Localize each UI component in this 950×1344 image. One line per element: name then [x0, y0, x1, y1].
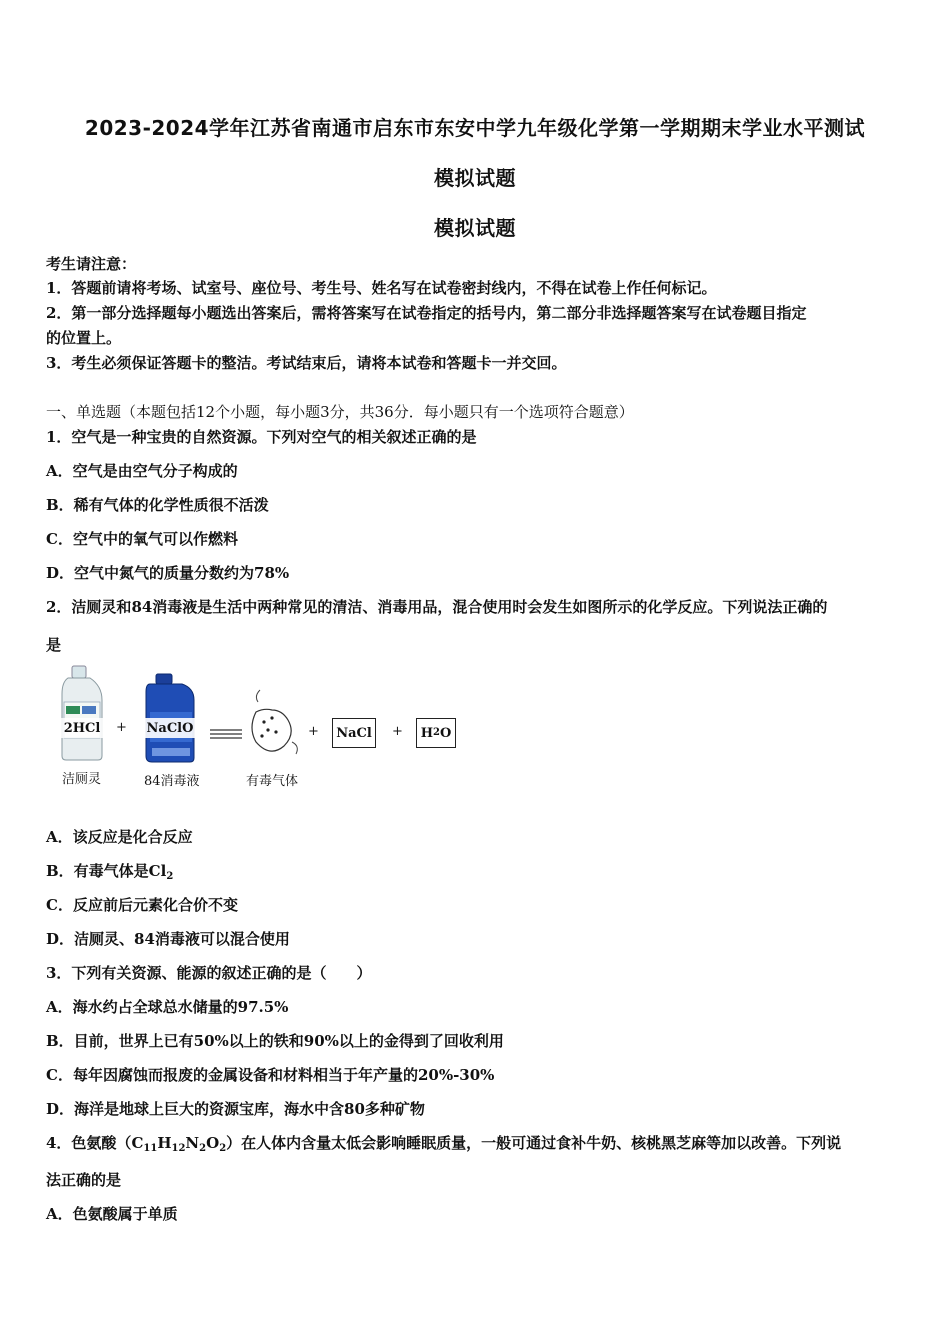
- page-subtitle-repeat: 模拟试题: [434, 216, 516, 240]
- reaction-figure: [50, 662, 470, 792]
- q4-option-a: A．色氨酸属于单质: [46, 1205, 178, 1223]
- notice-item-1: 1．答题前请将考场、试室号、座位号、考生号、姓名写在试卷密封线内，不得在试卷上作任何标记。: [46, 279, 717, 297]
- gas-label: 有毒气体: [246, 774, 299, 789]
- bottle1-label: 洁厕灵: [62, 772, 102, 787]
- q3-option-b: B．目前，世界上已有50%以上的铁和90%以上的金得到了回收利用: [46, 1032, 504, 1050]
- q3-option-a: A．海水约占全球总水储量的97.5%: [46, 998, 289, 1016]
- toilet-cleaner-bottle-icon: [58, 664, 106, 762]
- q2-option-a: A．该反应是化合反应: [46, 828, 193, 846]
- q1-stem: 1．空气是一种宝贵的自然资源。下列对空气的相关叙述正确的是: [46, 428, 477, 446]
- notice-item-3: 3．考生必须保证答题卡的整洁。考试结束后，请将本试卷和答题卡一并交回。: [46, 354, 567, 372]
- q1-option-a: A．空气是由空气分子构成的: [46, 462, 238, 480]
- notice-item-2: 2．第一部分选择题每小题选出答案后，需将答案写在试卷指定的括号内，第二部分非选择题答案写在试卷题目指定: [46, 304, 807, 322]
- notice-heading: 考生请注意：: [46, 255, 137, 273]
- page-title: 2023-2024学年江苏省南通市启东市东安中学九年级化学第一学期期末学业水平测试: [84, 116, 866, 140]
- q4-stem-cont: 法正确的是: [46, 1171, 122, 1189]
- q2-option-d: D．洁厕灵、84消毒液可以混合使用: [46, 930, 290, 948]
- q3-stem: 3．下列有关资源、能源的叙述正确的是（ ）: [46, 964, 372, 982]
- plus-sign-3: +: [392, 724, 403, 739]
- notice-item-2-cont: 的位置上。: [46, 329, 122, 347]
- q3-option-c: C．每年因腐蚀而报废的金属设备和材料相当于年产量的20%-30%: [46, 1066, 495, 1084]
- bottle1-formula: 2HCl: [56, 718, 108, 738]
- section-heading: 一、单选题（本题包括12个小题，每小题3分，共36分．每小题只有一个选项符合题意）: [46, 403, 634, 421]
- q2-stem: 2．洁厕灵和84消毒液是生活中两种常见的清洁、消毒用品，混合使用时会发生如图所示的化学反应。下列说法正确的: [46, 598, 828, 616]
- bottle2-label: 84消毒液: [144, 774, 200, 789]
- q1-option-b: B．稀有气体的化学性质很不活泼: [46, 496, 269, 514]
- q1-option-d: D．空气中氮气的质量分数约为78%: [46, 564, 290, 582]
- plus-sign-2: +: [308, 724, 319, 739]
- q4-stem: 4．色氨酸$(C_{11}H_{12}N_2O_2)$在人体内含量太低会影响睡眠质量，一般可通过食补牛奶、核桃黑芝麻等加以改善。下列说: [46, 1134, 842, 1154]
- q3-option-d: D．海洋是地球上巨大的资源宝库，海水中含80多种矿物: [46, 1100, 425, 1118]
- q1-option-c: C．空气中的氧气可以作燃料: [46, 530, 238, 548]
- toxic-gas-cloud-icon: [246, 682, 304, 760]
- q2-stem-cont: 是: [46, 636, 62, 654]
- product-water: H 2 O: [416, 718, 456, 748]
- q2-option-c: C．反应前后元素化合价不变: [46, 896, 238, 914]
- bottle2-formula: NaClO: [142, 718, 198, 738]
- product-nacl: NaCl: [332, 718, 376, 748]
- plus-sign-1: +: [116, 720, 127, 735]
- q2-option-b: B．有毒气体是$Cl_2$: [46, 862, 174, 882]
- page-subtitle: 模拟试题: [434, 166, 516, 190]
- equals-sign-icon: [210, 728, 242, 740]
